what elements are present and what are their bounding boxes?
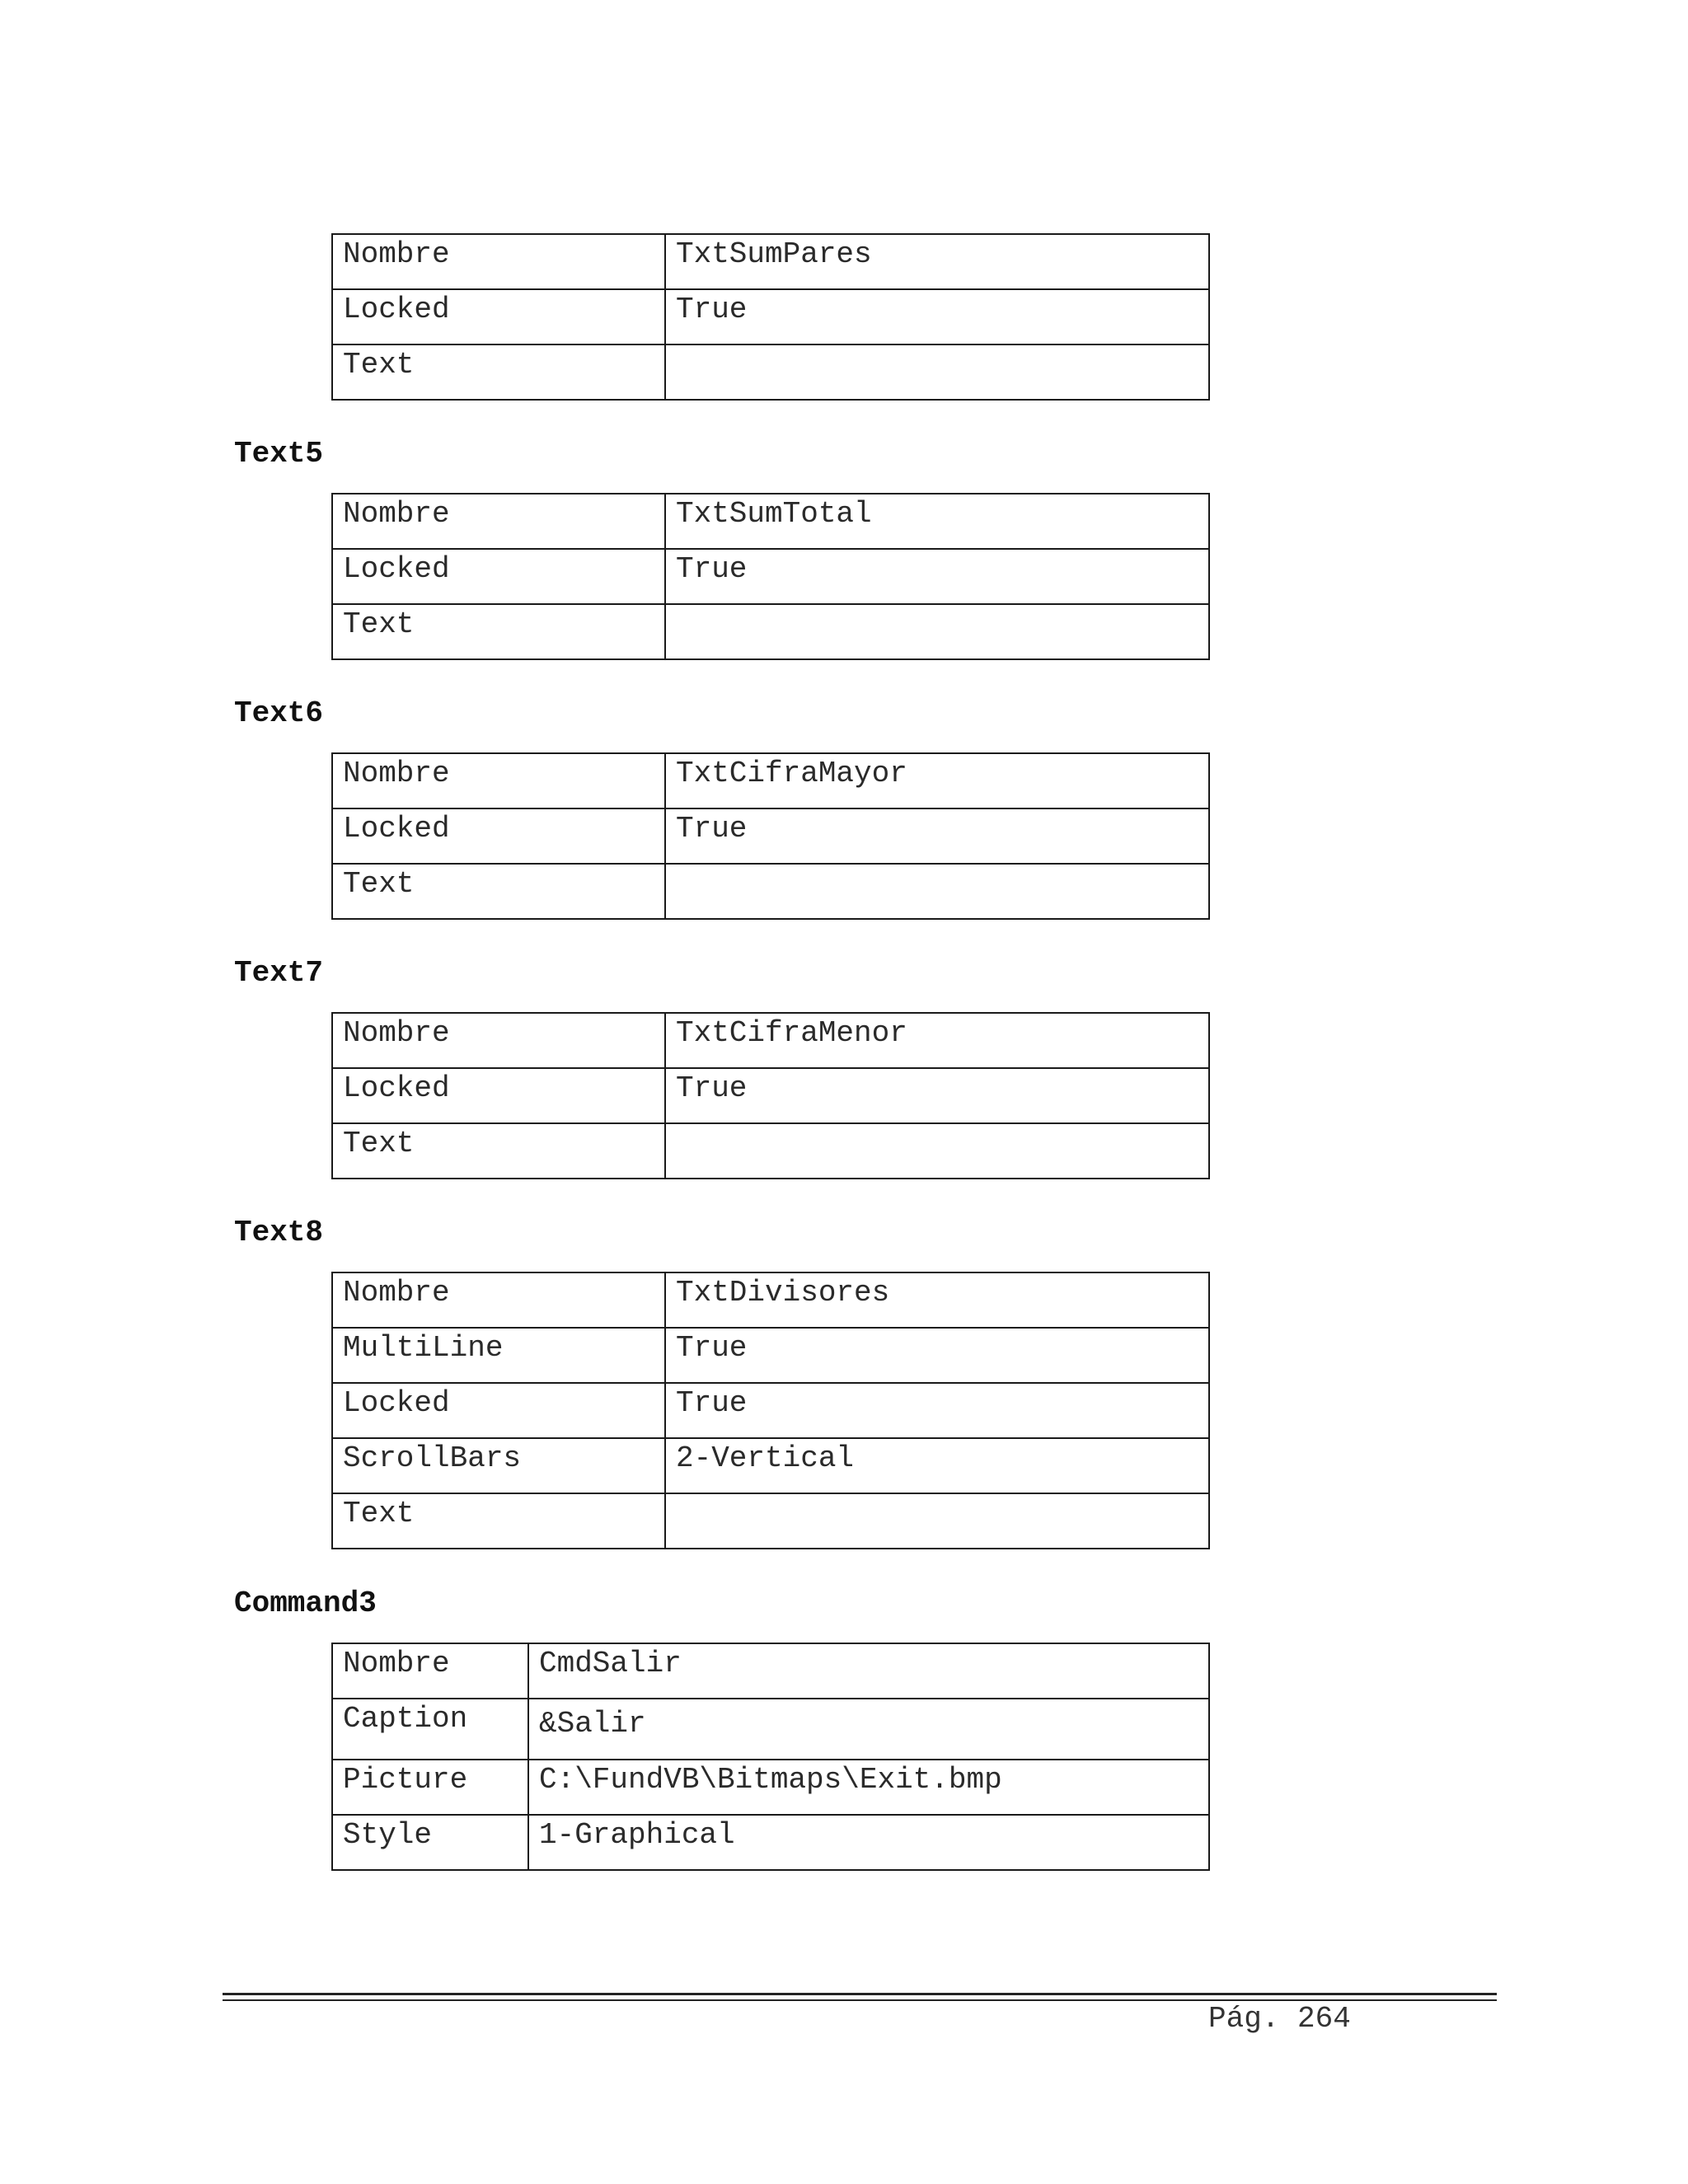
property-value: 1-Graphical — [528, 1815, 1209, 1870]
property-value: &Salir — [528, 1699, 1209, 1760]
table-row — [332, 289, 1209, 344]
property-name: Nombre — [332, 234, 665, 289]
property-name: Nombre — [332, 1272, 665, 1328]
table-row — [332, 1643, 1209, 1699]
table-row — [332, 808, 1209, 864]
section-heading-text7: Text7 — [234, 956, 324, 990]
properties-table-text7 — [331, 1012, 1210, 1179]
property-value: TxtSumTotal — [665, 494, 1209, 549]
property-name: Picture — [332, 1760, 528, 1815]
property-value: True — [665, 1328, 1209, 1383]
property-value: TxtCifraMayor — [665, 753, 1209, 808]
property-name: MultiLine — [332, 1328, 665, 1383]
property-name: Text — [332, 604, 665, 659]
table-row — [332, 1013, 1209, 1068]
table-row — [332, 234, 1209, 289]
property-name: Text — [332, 344, 665, 400]
property-value: True — [665, 1068, 1209, 1123]
table-row — [332, 1438, 1209, 1493]
property-value — [665, 344, 1209, 400]
properties-table-text8 — [331, 1272, 1210, 1549]
property-name: Nombre — [332, 1643, 528, 1699]
property-value: TxtDivisores — [665, 1272, 1209, 1328]
table-row — [332, 753, 1209, 808]
property-name: Nombre — [332, 753, 665, 808]
property-name: Text — [332, 1123, 665, 1179]
table-row — [332, 864, 1209, 919]
property-name: Locked — [332, 1383, 665, 1438]
table-row — [332, 1699, 1209, 1760]
table-row — [332, 1815, 1209, 1870]
property-name: Caption — [332, 1699, 528, 1760]
property-value: 2-Vertical — [665, 1438, 1209, 1493]
table-row — [332, 604, 1209, 659]
property-name: Style — [332, 1815, 528, 1870]
table-row — [332, 1272, 1209, 1328]
section-heading-text8: Text8 — [234, 1216, 324, 1249]
properties-table-text5 — [331, 493, 1210, 660]
property-value: TxtCifraMenor — [665, 1013, 1209, 1068]
table-row — [332, 1383, 1209, 1438]
table-row — [332, 1068, 1209, 1123]
section-heading-text6: Text6 — [234, 696, 324, 730]
page-number: Pág. 264 — [1208, 2002, 1351, 2036]
property-value: True — [665, 549, 1209, 604]
property-name: Text — [332, 1493, 665, 1549]
table-row — [332, 494, 1209, 549]
property-name: Locked — [332, 1068, 665, 1123]
property-value — [665, 864, 1209, 919]
properties-table-command3 — [331, 1643, 1210, 1871]
property-name: Locked — [332, 808, 665, 864]
properties-table-txtsumpares — [331, 233, 1210, 401]
property-value — [665, 1493, 1209, 1549]
table-row — [332, 1328, 1209, 1383]
property-value: True — [665, 808, 1209, 864]
properties-table-text6 — [331, 752, 1210, 920]
section-heading-text5: Text5 — [234, 437, 324, 471]
property-name: ScrollBars — [332, 1438, 665, 1493]
property-name: Locked — [332, 289, 665, 344]
table-row — [332, 1760, 1209, 1815]
property-value: C:\FundVB\Bitmaps\Exit.bmp — [528, 1760, 1209, 1815]
section-heading-command3: Command3 — [234, 1586, 377, 1620]
property-value: CmdSalir — [528, 1643, 1209, 1699]
table-row — [332, 344, 1209, 400]
table-row — [332, 549, 1209, 604]
property-value — [665, 1123, 1209, 1179]
table-row — [332, 1493, 1209, 1549]
property-value: TxtSumPares — [665, 234, 1209, 289]
property-value: True — [665, 1383, 1209, 1438]
table-row — [332, 1123, 1209, 1179]
property-name: Nombre — [332, 1013, 665, 1068]
property-name: Text — [332, 864, 665, 919]
property-name: Locked — [332, 549, 665, 604]
property-value — [665, 604, 1209, 659]
footer-divider — [223, 1993, 1497, 1995]
property-value: True — [665, 289, 1209, 344]
property-name: Nombre — [332, 494, 665, 549]
footer-divider-secondary — [223, 1999, 1497, 2001]
